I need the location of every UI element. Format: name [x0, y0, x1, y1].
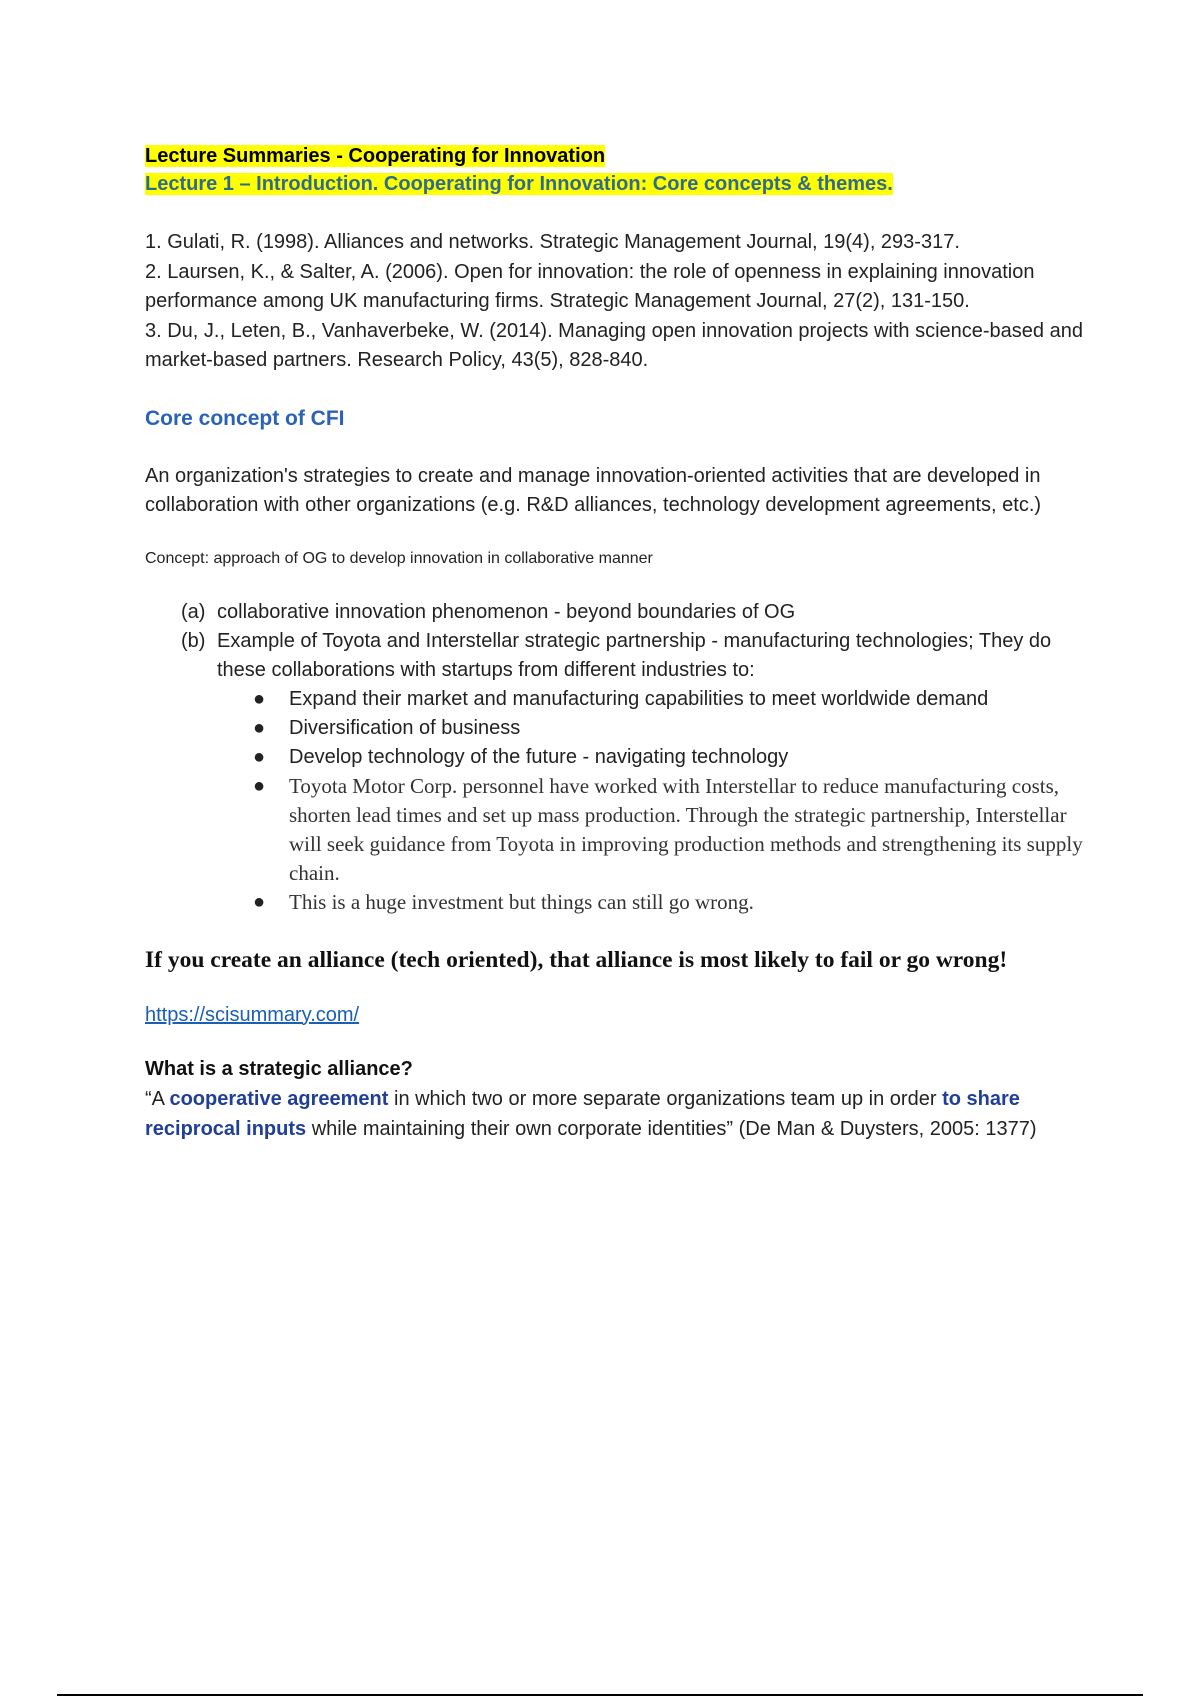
bullet-item — [253, 685, 1085, 714]
document-title — [145, 142, 1085, 170]
bullet-text: Toyota Motor Corp. personnel have worked with Interstellar to reduce manufacturing costs, shorten lead times and set up mass production. Through the strategic partnership, Interstellar will seek guidance from Toyota in improving production methods and strengthening its supply chain. — [289, 773, 1083, 885]
reference-item: 1. Gulati, R. (1998). Alliances and networks. Strategic Management Journal, 19(4), 293-317. — [145, 231, 960, 253]
bullet-icon: ● — [253, 716, 266, 739]
lettered-list — [181, 598, 1085, 917]
bullet-icon: ● — [253, 890, 266, 913]
bullet-icon: ● — [253, 687, 266, 710]
bullet-text: This is a huge investment but things can still go wrong. — [289, 889, 754, 914]
document-header — [145, 142, 1085, 198]
reference-item: 2. Laursen, K., & Salter, A. (2006). Open for innovation: the role of openness in explaining innovation performance among UK manufacturing firms. Strategic Management Journal, 27(2), 131-150. — [145, 260, 1035, 312]
list-item-text: collaborative innovation phenomenon - beyond boundaries of OG — [217, 600, 796, 623]
bullet-item — [253, 888, 1085, 917]
bullet-list — [217, 685, 1085, 917]
document-page — [145, 142, 1085, 1144]
bullet-icon: ● — [253, 745, 266, 768]
footer-divider — [57, 1694, 1143, 1696]
reference-item: 3. Du, J., Leten, B., Vanhaverbeke, W. (2014). Managing open innovation projects with science-based and market-based partners. Research Policy, 43(5), 828-840. — [145, 319, 1083, 371]
concept-note: Concept: approach of OG to develop innovation in collaborative manner — [145, 549, 653, 567]
core-concept-definition: An organization's strategies to create and manage innovation-oriented activities that are developed in collaboration with other organizations (e.g. R&D alliances, technology development agreements, etc.) — [145, 464, 1042, 516]
bullet-item — [253, 714, 1085, 743]
list-item — [181, 627, 1085, 917]
list-item — [181, 598, 1085, 627]
list-marker: (b) — [181, 629, 206, 652]
term-reciprocal-inputs: to share reciprocal inputs — [145, 1087, 1020, 1140]
bullet-text: Develop technology of the future - navigating technology — [289, 745, 789, 768]
title-highlight: Lecture Summaries - Cooperating for Innovation — [145, 145, 606, 167]
list-item-text: Example of Toyota and Interstellar strategic partnership - manufacturing technologies; They do these collaborations with startups from different industries to: — [217, 629, 1052, 681]
term-cooperative-agreement: cooperative agreement — [169, 1087, 389, 1110]
lecture-subtitle — [145, 170, 1085, 198]
bullet-item — [253, 772, 1085, 888]
scisummary-link[interactable]: https://scisummary.com/ — [145, 1003, 360, 1026]
strategic-alliance-question: What is a strategic alliance? — [145, 1057, 413, 1080]
bullet-icon: ● — [253, 774, 266, 797]
strategic-alliance-definition: “A cooperative agreement in which two or more separate organizations team up in order to share reciprocal inputs while maintaining their own corporate identities” (De Man & Duysters, 2005: 1377) — [145, 1087, 1037, 1140]
reference-list — [145, 228, 1085, 376]
bullet-text: Diversification of business — [289, 716, 521, 739]
bullet-item — [253, 743, 1085, 772]
section-heading-core-concept: Core concept of CFI — [145, 406, 345, 430]
bullet-text: Expand their market and manufacturing capabilities to meet worldwide demand — [289, 687, 989, 710]
alliance-warning: If you create an alliance (tech oriented), that alliance is most likely to fail or go wrong! — [145, 946, 1008, 973]
subtitle-highlight: Lecture 1 – Introduction. Cooperating for Innovation: Core concepts & themes. — [145, 173, 893, 195]
list-marker: (a) — [181, 600, 206, 623]
